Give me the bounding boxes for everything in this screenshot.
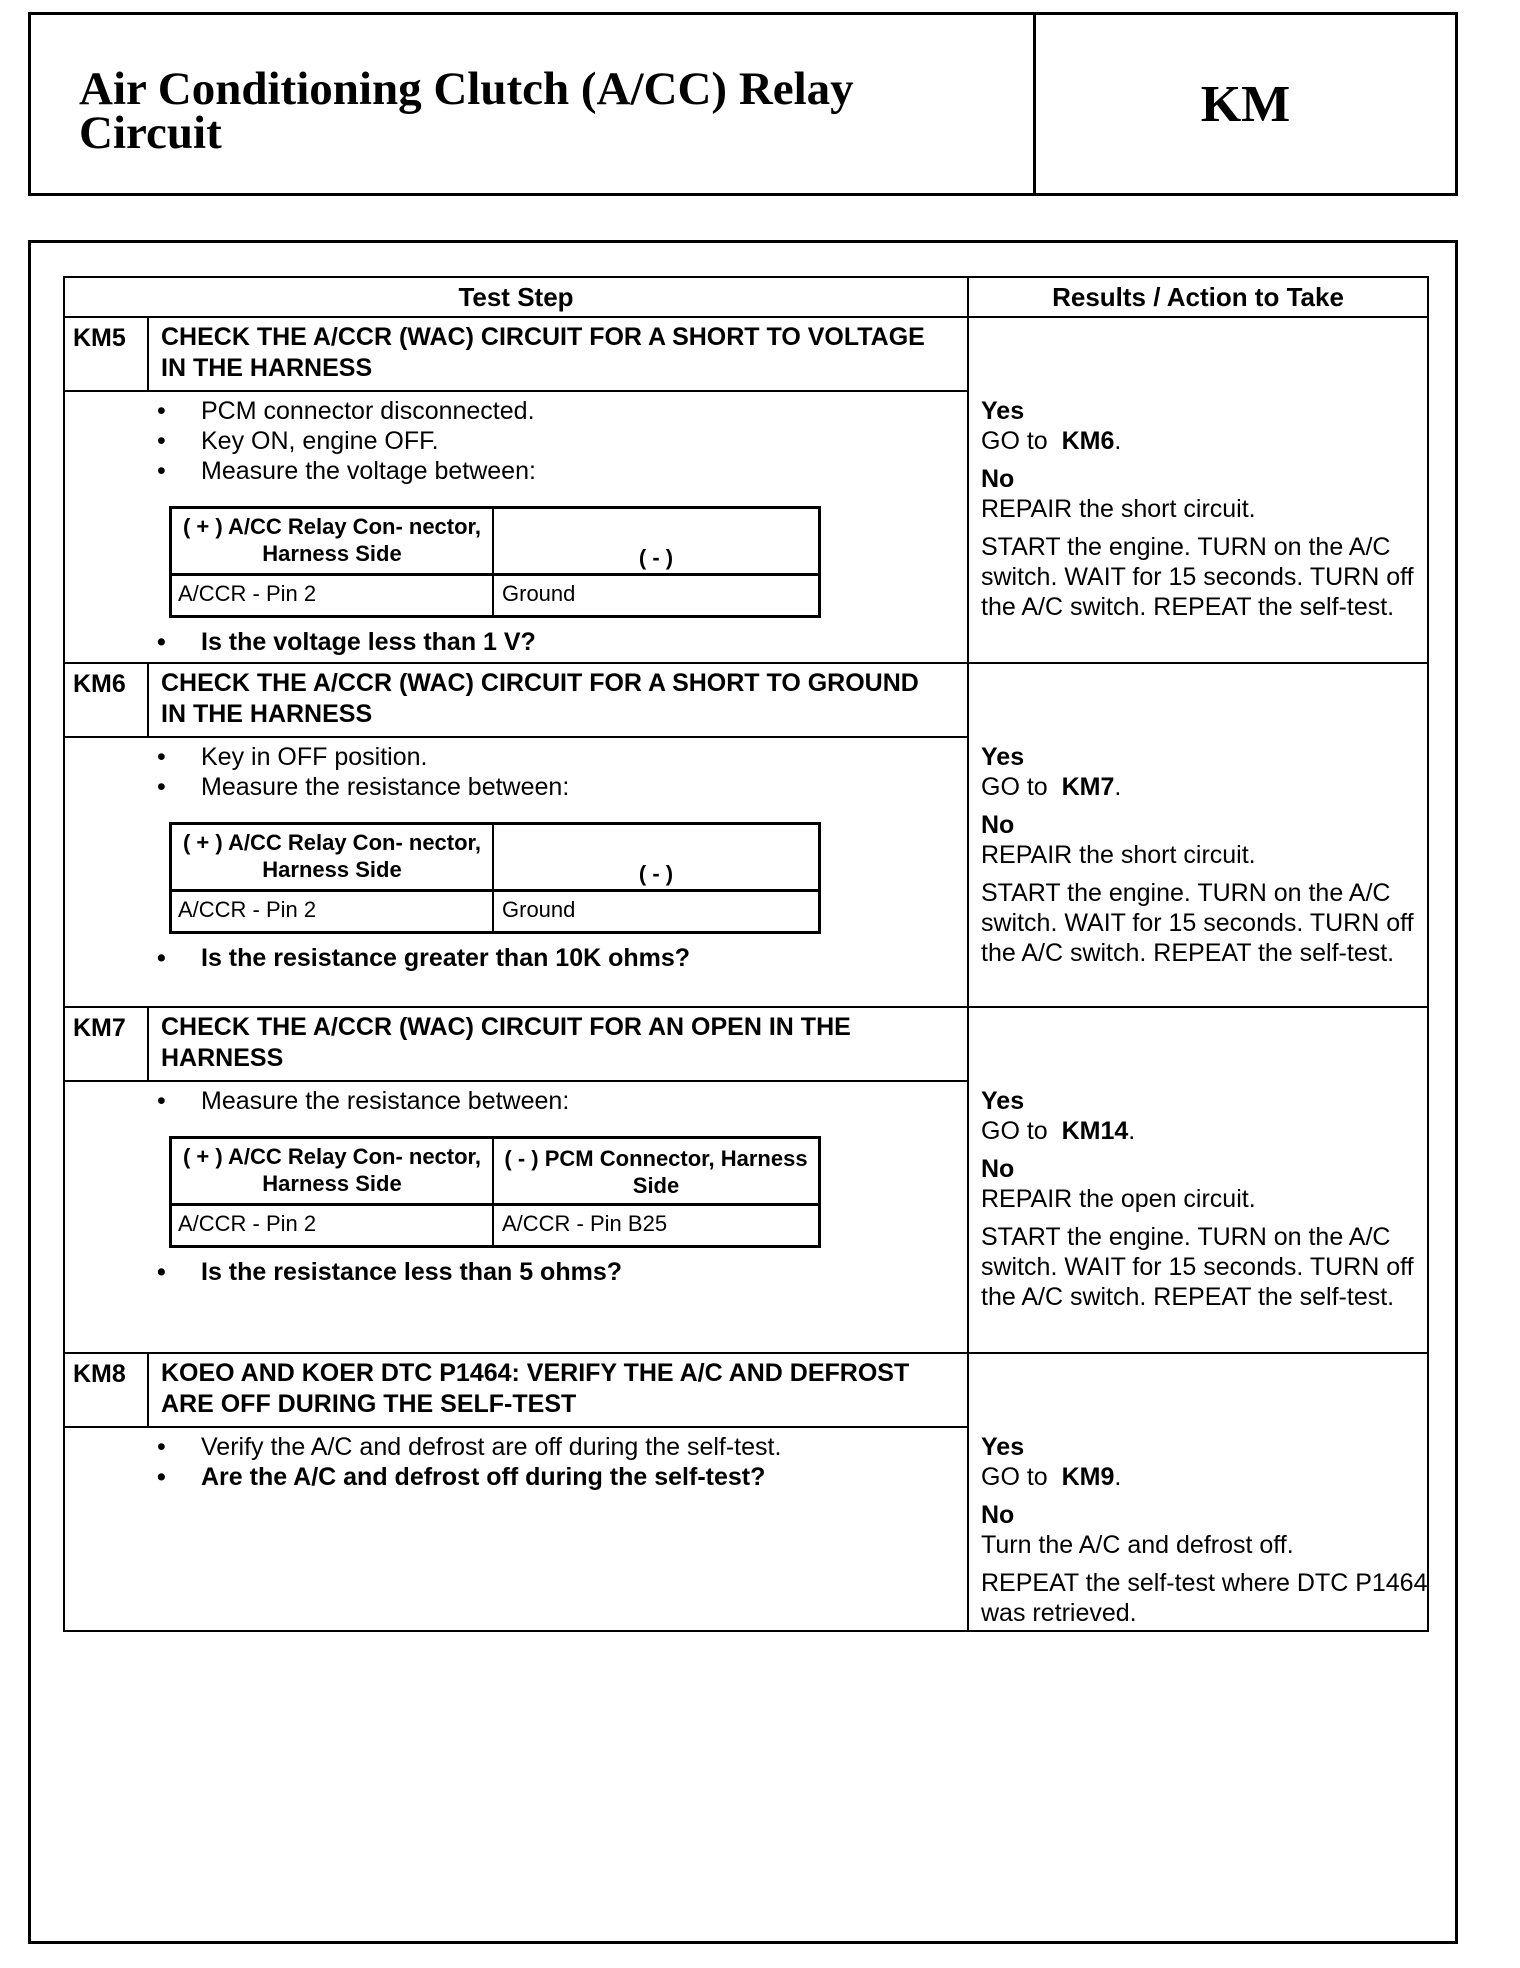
no-action: Turn the A/C and defrost off. — [981, 1531, 1294, 1559]
no-action: REPAIR the short circuit. — [981, 841, 1256, 869]
measurement-cell-negative: Ground — [502, 897, 576, 922]
step-id-divider — [147, 664, 149, 736]
step-bullets — [157, 742, 569, 802]
bullet-item: • Measure the resistance between: — [157, 1086, 569, 1116]
measurement-header-positive: ( + ) A/CC Relay Con- nector, Harness Side — [182, 830, 482, 882]
step-question: • Is the resistance less than 5 ohms? — [157, 1258, 622, 1287]
step-title: KOEO AND KOER DTC P1464: VERIFY THE A/C AND DEFROST ARE OFF DURING THE SELF-TEST — [161, 1359, 910, 1418]
measurement-header-negative: ( - ) — [638, 861, 674, 886]
step-title-line — [65, 1426, 967, 1428]
step-title-line — [65, 390, 967, 392]
header-row-line — [65, 316, 1427, 318]
no-label: No — [981, 1501, 1015, 1529]
step-id-divider — [147, 318, 149, 390]
step-bullets — [157, 1086, 569, 1116]
step-id: KM5 — [73, 324, 126, 352]
yes-label: Yes — [981, 1433, 1025, 1461]
step-id-divider — [147, 1008, 149, 1080]
step-results — [981, 1432, 1431, 1628]
step-bullets — [157, 396, 536, 486]
step-id: KM7 — [73, 1014, 126, 1042]
measurement-cell-positive: A/CCR - Pin 2 — [178, 897, 317, 922]
measurement-header-negative: ( - ) PCM Connector, Harness Side — [504, 1146, 808, 1198]
step-results — [981, 742, 1431, 968]
no-action: REPEAT the self-test where DTC P1464 was retrieved. — [981, 1569, 1428, 1627]
col-header-test-step: Test Step — [458, 282, 574, 312]
page-header — [28, 12, 1458, 196]
no-label: No — [981, 465, 1015, 493]
section-code: KM — [1200, 75, 1291, 133]
yes-action: GO to KM6. — [981, 427, 1122, 455]
yes-label: Yes — [981, 743, 1025, 771]
bullet-item: • Verify the A/C and defrost are off during the self-test. — [157, 1432, 781, 1462]
measurement-cell-positive: A/CCR - Pin 2 — [178, 581, 317, 606]
measurement-row-divider — [172, 573, 818, 576]
measurement-header-positive: ( + ) A/CC Relay Con- nector, Harness Side — [182, 1144, 482, 1196]
step-title: CHECK THE A/CCR (WAC) CIRCUIT FOR A SHORT TO GROUND IN THE HARNESS — [161, 669, 919, 728]
goto-target-link: KM9 — [1061, 1463, 1115, 1491]
step-title-line — [65, 1080, 967, 1082]
step-id: KM6 — [73, 670, 126, 698]
measurement-table — [169, 1136, 821, 1248]
measurement-table — [169, 822, 821, 934]
step-row-line — [65, 662, 1427, 664]
measurement-row-divider — [172, 1203, 818, 1206]
step-question: • Is the resistance greater than 10K ohms? — [157, 944, 690, 973]
step-title: CHECK THE A/CCR (WAC) CIRCUIT FOR AN OPEN IN THE HARNESS — [161, 1013, 851, 1072]
no-action: REPAIR the short circuit. — [981, 495, 1256, 523]
bullet-question: • Are the A/C and defrost off during the self-test? — [157, 1462, 781, 1492]
diagnostic-table — [63, 276, 1429, 1632]
bullet-item: • Measure the voltage between: — [157, 456, 536, 486]
column-divider — [967, 278, 969, 1630]
bullet-item: • PCM connector disconnected. — [157, 396, 536, 426]
measurement-col-divider — [492, 509, 494, 615]
no-action: START the engine. TURN on the A/C switch. WAIT for 15 seconds. TURN off the A/C switch. REPEAT the self-test. — [981, 533, 1414, 621]
measurement-cell-positive: A/CCR - Pin 2 — [178, 1211, 317, 1236]
yes-label: Yes — [981, 397, 1025, 425]
measurement-cell-negative: Ground — [502, 581, 576, 606]
step-question: • Is the voltage less than 1 V? — [157, 628, 536, 657]
step-id: KM8 — [73, 1360, 126, 1388]
measurement-cell-negative: A/CCR - Pin B25 — [502, 1211, 668, 1236]
yes-action: GO to KM7. — [981, 773, 1122, 801]
bullet-item: • Measure the resistance between: — [157, 772, 569, 802]
yes-label: Yes — [981, 1087, 1025, 1115]
measurement-col-divider — [492, 825, 494, 931]
step-title: CHECK THE A/CCR (WAC) CIRCUIT FOR A SHORT TO VOLTAGE IN THE HARNESS — [161, 323, 925, 382]
yes-action: GO to KM14. — [981, 1117, 1136, 1145]
bullet-item: • Key ON, engine OFF. — [157, 426, 536, 456]
measurement-header-negative: ( - ) — [638, 545, 674, 570]
col-header-results: Results / Action to Take — [1052, 282, 1344, 312]
page-title: Air Conditioning Clutch (A/CC) Relay Circuit — [79, 63, 854, 159]
step-bullets — [157, 1432, 781, 1492]
measurement-header-positive: ( + ) A/CC Relay Con- nector, Harness Side — [182, 514, 482, 566]
measurement-table — [169, 506, 821, 618]
step-id-divider — [147, 1354, 149, 1426]
goto-target-link: KM14 — [1061, 1117, 1129, 1145]
step-row-line — [65, 1006, 1427, 1008]
measurement-col-divider — [492, 1139, 494, 1245]
step-row-line — [65, 1352, 1427, 1354]
no-label: No — [981, 811, 1015, 839]
no-action: START the engine. TURN on the A/C switch. WAIT for 15 seconds. TURN off the A/C switch. REPEAT the self-test. — [981, 879, 1414, 967]
goto-target-link: KM7 — [1061, 773, 1115, 801]
measurement-row-divider — [172, 889, 818, 892]
goto-target-link: KM6 — [1061, 427, 1115, 455]
no-label: No — [981, 1155, 1015, 1183]
no-action: REPAIR the open circuit. — [981, 1185, 1256, 1213]
no-action: START the engine. TURN on the A/C switch. WAIT for 15 seconds. TURN off the A/C switch. REPEAT the self-test. — [981, 1223, 1414, 1311]
yes-action: GO to KM9. — [981, 1463, 1122, 1491]
step-title-line — [65, 736, 967, 738]
bullet-item: • Key in OFF position. — [157, 742, 569, 772]
step-results — [981, 396, 1431, 622]
step-results — [981, 1086, 1431, 1312]
